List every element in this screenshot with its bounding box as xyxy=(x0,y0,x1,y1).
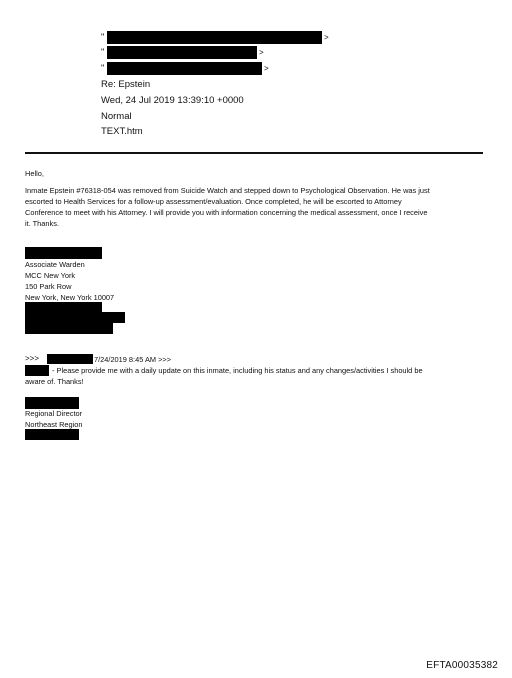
quote-signature-title: Regional Director xyxy=(25,409,83,418)
cc-close-angle: > xyxy=(264,64,269,73)
to-close-angle: > xyxy=(259,48,264,57)
to-redaction xyxy=(107,46,257,59)
greeting: Hello, xyxy=(25,169,44,178)
cc-redaction xyxy=(107,62,262,75)
importance-value: Normal xyxy=(101,111,132,122)
paragraph-line-2: escorted to Health Services for a follow-up assessment/evaluation. Once completed, he will be escorted to Attorney xyxy=(25,197,402,206)
to-quote: " xyxy=(101,47,105,58)
cc-quote: " xyxy=(101,63,105,74)
document-id: EFTA00035382 xyxy=(426,660,498,671)
quote-signature-region: Northeast Region xyxy=(25,420,83,429)
quote-name-redaction xyxy=(25,365,49,376)
signature-title: Associate Warden xyxy=(25,260,85,269)
quote-signature-redaction-2 xyxy=(25,429,79,440)
attachments-value: TEXT.htm xyxy=(101,126,143,137)
signature-redaction-3 xyxy=(25,322,113,334)
quote-timestamp: 7/24/2019 8:45 AM >>> xyxy=(94,355,172,364)
quote-message-line-1: - Please provide me with a daily update on this inmate, including his status and any changes/activities I should be xyxy=(52,366,423,375)
signature-name-redaction xyxy=(25,247,102,259)
signature-street: 150 Park Row xyxy=(25,282,72,291)
signature-city: New York, New York 10007 xyxy=(25,293,115,302)
paragraph-line-3: Conference to meet with his Attorney. I will provide you with information concerning the medical assessment, once I receive xyxy=(25,208,428,217)
from-close-angle: > xyxy=(324,33,329,42)
from-redaction xyxy=(107,31,322,44)
signature-institution: MCC New York xyxy=(25,271,76,280)
date-value: Wed, 24 Jul 2019 13:39:10 +0000 xyxy=(101,95,244,106)
quote-prefix: >>> xyxy=(25,354,40,363)
paragraph-line-1: Inmate Epstein #76318-054 was removed from Suicide Watch and stepped down to Psychological Observation. He was just xyxy=(25,186,430,195)
quote-sender-redaction xyxy=(47,354,93,364)
quote-message-line-2: aware of. Thanks! xyxy=(25,377,84,386)
paragraph-line-4: it. Thanks. xyxy=(25,219,59,228)
header-divider xyxy=(25,152,483,154)
from-quote: " xyxy=(101,32,105,43)
subject-value: Re: Epstein xyxy=(101,79,151,90)
